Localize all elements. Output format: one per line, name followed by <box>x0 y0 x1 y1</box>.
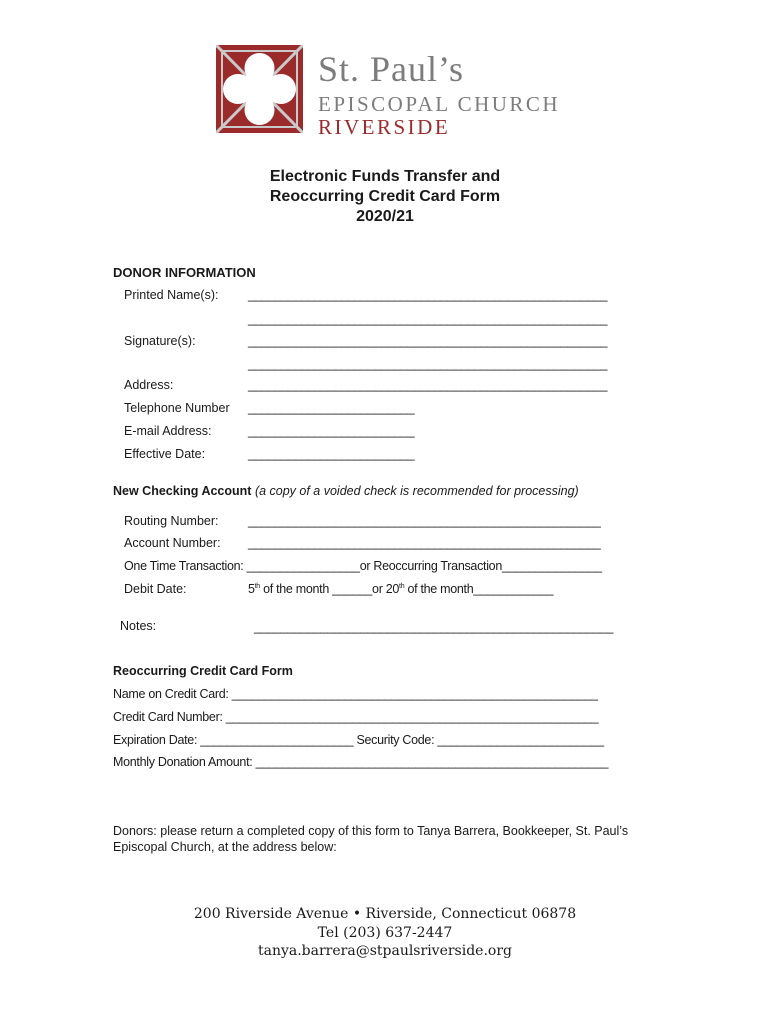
account-number-label: Account Number: <box>124 536 221 550</box>
printed-names-field-1[interactable]: ______________________________________________________ <box>248 288 608 302</box>
church-location: RIVERSIDE <box>318 115 451 139</box>
return-instructions-line2: Episcopal Church, at the address below: <box>113 840 337 854</box>
debit-end-text: of the month____________ <box>404 582 554 596</box>
address-label: Address: <box>124 378 174 392</box>
return-instructions-line1: Donors: please return a completed copy of this form to Tanya Barrera, Bookkeeper, St. Paul’s <box>113 824 629 838</box>
debit-mid-text: of the month ______or 20 <box>259 582 400 596</box>
signatures-field-2[interactable]: ______________________________________________________ <box>248 357 608 371</box>
form-title-year: 2020/21 <box>356 208 414 225</box>
printed-names-field-2[interactable]: ______________________________________________________ <box>248 312 608 326</box>
effective-date-label: Effective Date: <box>124 447 206 461</box>
transaction-type-field[interactable]: One Time Transaction: _________________or Reoccurring Transaction_______________ <box>124 559 602 573</box>
debit-date-label: Debit Date: <box>124 582 187 596</box>
church-name: St. Paul’s <box>318 49 465 89</box>
donor-section-heading: DONOR INFORMATION <box>113 265 256 280</box>
debit-th-1: th <box>254 582 260 590</box>
email-field[interactable]: _________________________ <box>248 424 415 438</box>
signatures-field-1[interactable]: ______________________________________________________ <box>248 334 608 348</box>
expiration-security-field[interactable]: Expiration Date: _______________________ Security Code: _________________________ <box>113 733 604 747</box>
checking-heading-text: New Checking Account <box>113 484 252 498</box>
church-email: tanya.barrera@stpaulsriverside.org <box>257 943 512 959</box>
church-logo-icon <box>216 45 303 133</box>
church-address: 200 Riverside Avenue • Riverside, Connecticut 06878 <box>193 906 577 922</box>
checking-section-heading <box>113 484 579 498</box>
debit-th-2: th <box>399 582 405 590</box>
routing-number-field[interactable]: _____________________________________________________ <box>248 514 601 528</box>
credit-section-heading: Reoccurring Credit Card Form <box>113 664 293 678</box>
checking-heading-note: (a copy of a voided check is recommended for processing) <box>254 484 579 498</box>
routing-number-label: Routing Number: <box>124 514 219 528</box>
signatures-label: Signature(s): <box>124 334 196 348</box>
notes-label: Notes: <box>120 619 157 633</box>
church-telephone: Tel (203) 637-2447 <box>317 925 453 941</box>
return-instructions <box>113 823 673 855</box>
monthly-donation-field[interactable]: Monthly Donation Amount: _____________________________________________________ <box>113 755 609 769</box>
form-title-line2: Reoccurring Credit Card Form <box>269 188 501 205</box>
email-label: E-mail Address: <box>124 424 212 438</box>
card-number-field[interactable]: Credit Card Number: ________________________________________________________ <box>113 710 599 724</box>
effective-date-field[interactable]: _________________________ <box>248 447 415 461</box>
church-subtitle: EPISCOPAL CHURCH <box>318 92 561 116</box>
form-title-line1: Electronic Funds Transfer and <box>269 168 501 185</box>
account-number-field[interactable]: _____________________________________________________ <box>248 536 601 550</box>
printed-names-label: Printed Name(s): <box>124 288 219 302</box>
telephone-label: Telephone Number <box>124 401 230 415</box>
address-field[interactable]: ______________________________________________________ <box>248 378 608 392</box>
name-on-card-field[interactable]: Name on Credit Card: _______________________________________________________ <box>113 687 598 701</box>
debit-day-5: 5 <box>248 582 255 596</box>
notes-field[interactable]: ______________________________________________________ <box>254 620 614 634</box>
debit-date-field[interactable] <box>248 582 553 596</box>
telephone-field[interactable]: _________________________ <box>248 401 415 415</box>
